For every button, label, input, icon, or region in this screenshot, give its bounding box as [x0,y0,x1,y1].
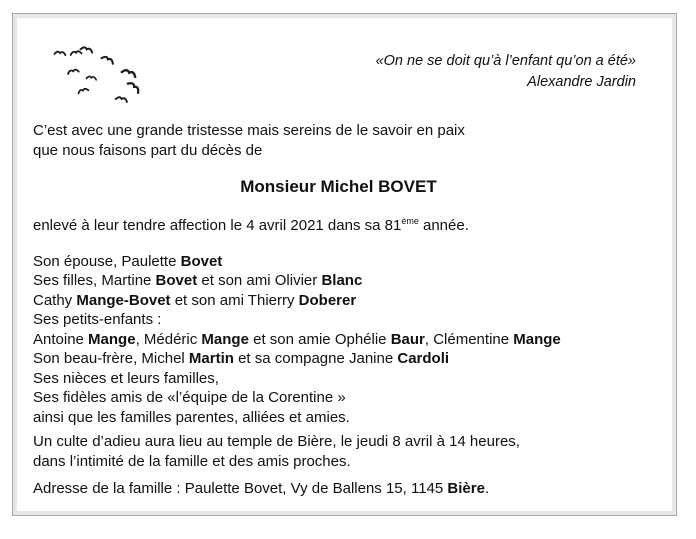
announcement-card-inner [13,14,676,515]
announcement-card [12,13,677,516]
family-list: Son épouse, Paulette Bovet Ses filles, Martine Bovet et son ami Olivier Blanc Cathy Mange-Bovet et son ami Thierry Doberer Ses petits-enfants : Antoine Mange, Médéric Mange et son amie Ophélie Baur, Clémentine Mange Son beau-frère, Michel Martin et sa compagne Janine Cardoli Ses nièces et leurs familles, Ses fidèles amis de «l’équipe de la Corentine » ainsi que les familles parentes, alliées et amies. [33,252,561,426]
announcement-body [17,121,672,499]
flying-birds-icon [47,40,161,116]
family-address-line: Adresse de la famille : Paulette Bovet, Vy de Ballens 15, 1145 Bière. [33,480,490,497]
quote-text: «On ne se doit qu’à l’enfant qu’on a été» [375,53,636,69]
ceremony-paragraph: Un culte d’adieu aura lieu au temple de Bière, le jeudi 8 avril à 14 heures, dans l’intimité de la famille et des amis proches. [33,433,520,470]
death-date-line: enlevé à leur tendre affection le 4 avril 2021 dans sa 81ème année. [33,216,469,234]
deceased-name-title: Monsieur Michel BOVET [240,177,437,196]
intro-paragraph: C’est avec une grande tristesse mais sereins de le savoir en paix que nous faisons part du décès de [33,122,465,159]
quote-author: Alexandre Jardin [527,74,636,90]
